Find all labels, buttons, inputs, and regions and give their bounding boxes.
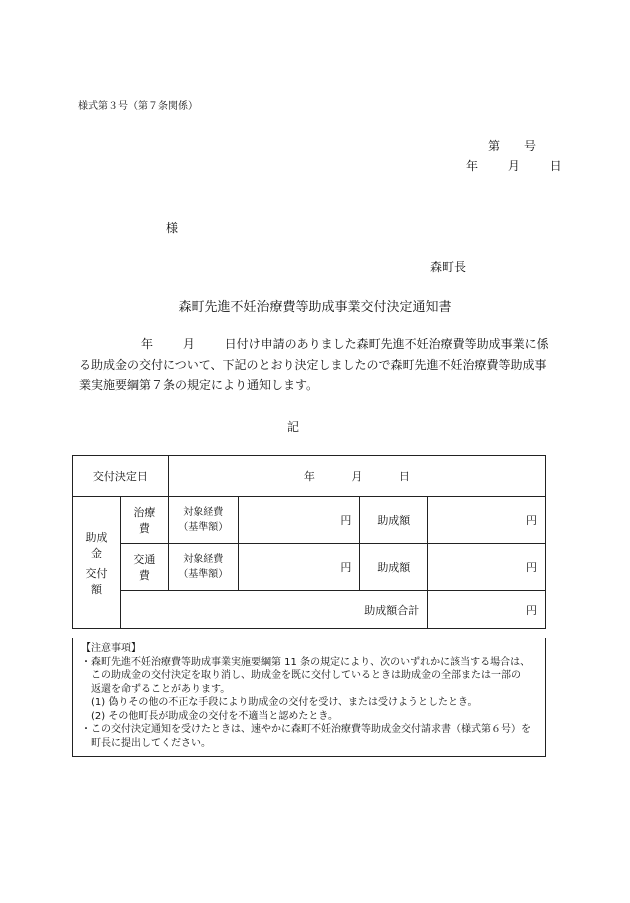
- decision-date-value: 年 月 日: [168, 456, 545, 497]
- notes-line: ・この交付決定通知を受けたときは、速やかに森町不妊治療費等助成金交付請求書（様式第６号）を: [81, 724, 531, 735]
- notes-line: 町長に提出してください。: [91, 737, 211, 749]
- group-label-line-2: 交付額: [85, 566, 108, 596]
- notes-box: [72, 638, 546, 757]
- category-cell: 交通費: [120, 544, 168, 591]
- sender: 森町長: [430, 260, 467, 274]
- table-row: [73, 456, 546, 497]
- total-amount-cell: 円: [428, 591, 546, 629]
- grant-label-cell: 助成額: [360, 544, 428, 591]
- body-paragraph: 年 月 日付け申請のありました森町先進不妊治療費等助成事業に係る助成金の交付について、下記のとおり決定しましたので森町先進不妊治療費等助成事業実施要綱第７条の規定により通知します。: [79, 337, 549, 392]
- table-row: [73, 591, 546, 629]
- page-title: 森町先進不妊治療費等助成事業交付決定通知書: [178, 300, 452, 315]
- document-number: 第 号: [488, 139, 537, 153]
- notes-line: ・森町先進不妊治療費等助成事業実施要綱第 11 条の規定により、次のいずれかに該当する場合は、: [81, 656, 531, 668]
- notes-line: (2) その他町長が助成金の交付を不適当と認めたとき。: [91, 710, 338, 722]
- table-row: [73, 497, 546, 544]
- document-date: 年 月 日: [466, 159, 562, 173]
- notes-line: (1) 偽りその他の不正な手段により助成金の交付を受け、または受けようとしたとき。: [91, 697, 478, 708]
- cost-amount-cell: 円: [238, 497, 360, 544]
- grant-label-cell: 助成額: [360, 497, 428, 544]
- form-number: 様式第３号（第７条関係）: [78, 101, 198, 112]
- addressee: 様: [166, 221, 179, 235]
- notes-heading: 【注意事項】: [81, 643, 141, 654]
- grant-amount-cell: 円: [428, 544, 546, 591]
- category-cell: 治療費: [120, 497, 168, 544]
- grant-table: [72, 455, 546, 629]
- group-label-line-1: 助成金: [85, 530, 108, 560]
- cost-label-cell: [168, 497, 238, 544]
- decision-date-label: 交付決定日: [73, 456, 169, 497]
- cost-label-line-2: （基準額）: [178, 522, 229, 533]
- ki-marker: 記: [287, 420, 300, 434]
- cost-label-line-1: 対象経費: [183, 507, 224, 518]
- grant-amount-group-label: [73, 497, 121, 629]
- grant-amount-cell: 円: [428, 497, 546, 544]
- cost-label-cell: [168, 544, 238, 591]
- total-label-cell: 助成額合計: [120, 591, 427, 629]
- cost-amount-cell: 円: [238, 544, 360, 591]
- notes-line: 返還を命ずることがあります。: [91, 683, 231, 695]
- cost-label-line-2: （基準額）: [178, 569, 229, 580]
- cost-label-line-1: 対象経費: [183, 554, 224, 565]
- notes-line: この助成金の交付決定を取り消し、助成金を既に交付しているときは助成金の全部または一部の: [91, 670, 521, 681]
- table-row: [73, 544, 546, 591]
